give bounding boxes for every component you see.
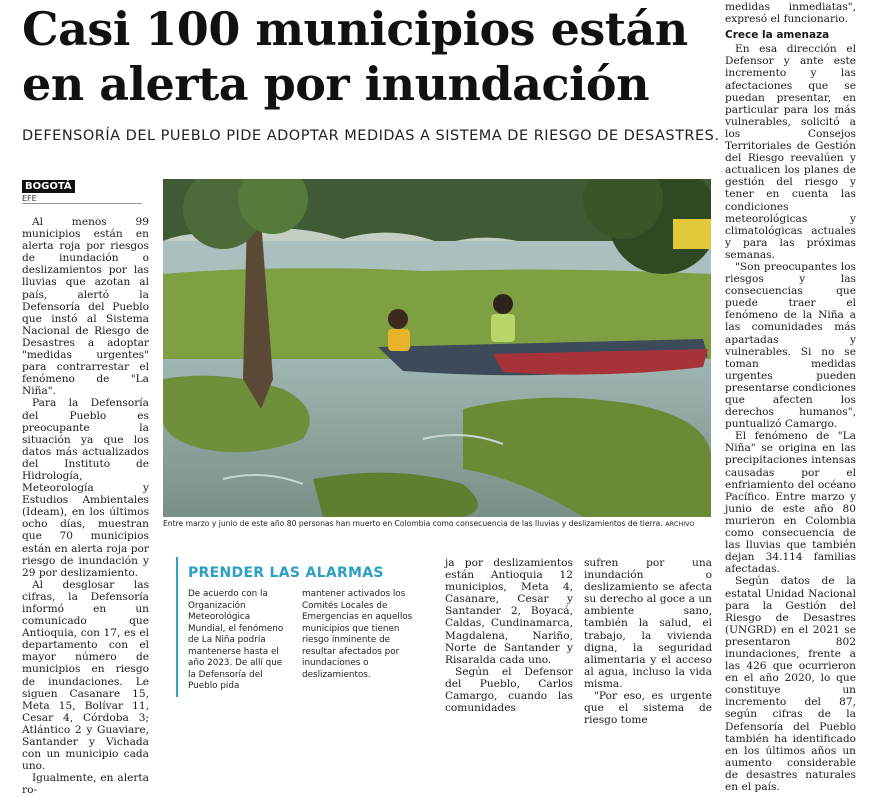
paragraph: "Por eso, es urgente que el sistema de riesgo tome — [584, 690, 712, 727]
paragraph: Al menos 99 municipios están en alerta roja por riesgos de inundación o deslizamientos por las lluvias que azotan al país, alertó la Defensoría del Pueblo que instó al Sistema Nacional de Riesgo de Desastres a adoptar "medidas urgentes" para contrarrestar el fenómeno de "La Niña". — [22, 216, 149, 398]
section-heading: Crece la amenaza — [725, 29, 830, 42]
paragraph: El fenómeno de "La Niña" se origina en las precipitaciones intensas causadas por el enfriamiento del océano Pacífico. Entre marzo y junio de este año 80 murieron en Colombia como consecuencia de las lluvias que también dejan 34.114 familias afectadas. — [725, 430, 856, 576]
agency-credit: EFE — [22, 194, 37, 203]
divider — [22, 203, 142, 204]
box-text-left: De acuerdo con la Organización Meteorológica Mundial, el fenómeno de La Niña podría mantenerse hasta el año 2023. De allí que la Defensoría del Pueblo pida — [188, 589, 284, 691]
paragraph: "Son preocupantes los riesgos y las consecuencias que puede traer el fenómeno de la Niña a las comunidades más apartadas y vulnerables. Si no se toman medidas urgentes pueden presentarse condiciones que afecten los derechos humanos", puntualizó Camargo. — [725, 260, 856, 431]
paragraph: Según el Defensor del Pueblo, Carlos Camargo, cuando las comunidades — [445, 665, 573, 715]
paragraph: ja por deslizamientos están Antioquia 12 municipios, Meta 4, Casanare, Cesar y Santander 2, Boyacá, Caldas, Cundinamarca, Magdalena, Nariño, Norte de Santander y Risaralda cada uno. — [445, 557, 573, 666]
photo-credit: ARCHIVO — [665, 520, 695, 528]
paragraph: Igualmente, en alerta ro- — [22, 772, 149, 797]
dateline: BOGOTÁ — [22, 180, 75, 193]
news-photo — [163, 179, 711, 517]
caption-text: Entre marzo y junio de este año 80 personas han muerto en Colombia como consecuencia de las lluvias y deslizamientos de tierra. — [163, 519, 663, 528]
box-text-right: mantener activados los Comités Locales de Emergencias en aquellos municipios que tienen riesgo inminente de resultar afectados por inundaciones o deslizamientos. — [302, 589, 413, 680]
paragraph: Al desglosar las cifras, la Defensoría informó en un comunicado que Antioquia, con 17, es el departamento con el mayor número de municipios en riesgo de inundaciones. Le siguen Casanare 15, Meta 15, Bolívar 11, Cesar 4, Córdoba 3; Atlántico 2 y Guaviare, Santander y Vichada con un municipio cada uno. — [22, 578, 149, 773]
paragraph: En esa dirección el Defensor y ante este incremento y las afectaciones que se puedan presentar, en particular para los más vulnerables, solicitó a los Consejos Territoriales de Gestión del Riesgo reevalúen y actualicen los planes de gestión del riesgo y tener en cuenta las condiciones meteorológicas y climatológicas actuales y para las próximas semanas. — [725, 43, 856, 261]
photo-caption — [163, 519, 711, 528]
article-column-1 — [22, 216, 149, 797]
paragraph: Según datos de la estatal Unidad Nacional para la Gestión del Riesgo de Desastres (UNGRD) en el 2021 se presentaron 802 inundaciones, frente a las 426 que ocurrieron en el año 2020, lo que constituye un incremento del 87, según cifras de la Defensoría del Pueblo también ha identificado en los últimos años un aumento considerable de desastres naturales en el país. — [725, 575, 856, 793]
paragraph: medidas inmediatas", expresó el funcionario. — [725, 1, 856, 26]
flood-canoe-image — [163, 179, 711, 517]
paragraph: Para la Defensoría del Pueblo es preocupante la situación ya que los datos más actualizados del Instituto de Hidrología, Meteorología y Estudios Ambientales (Ideam), en los últimos ocho días, muestran que 70 municipios están en alerta roja por riesgo de inundación y 29 por deslizamiento. — [22, 397, 149, 579]
article-column-5 — [725, 1, 856, 793]
headline: Casi 100 municipios están en alerta por inundación — [22, 2, 688, 111]
article-column-4 — [584, 557, 712, 726]
sidebar-box — [176, 557, 440, 697]
article-column-3 — [445, 557, 573, 714]
subtitle: DEFENSORÍA DEL PUEBLO PIDE ADOPTAR MEDIDAS A SISTEMA DE RIESGO DE DESASTRES. — [22, 128, 720, 144]
paragraph: sufren por una inundación o deslizamiento se afecta su derecho al goce a un ambiente sano, también la salud, el trabajo, la vivienda digna, la seguridad alimentaria y el acceso al agua, incluso la vida misma. — [584, 557, 712, 690]
box-title: PRENDER LAS ALARMAS — [188, 565, 384, 581]
